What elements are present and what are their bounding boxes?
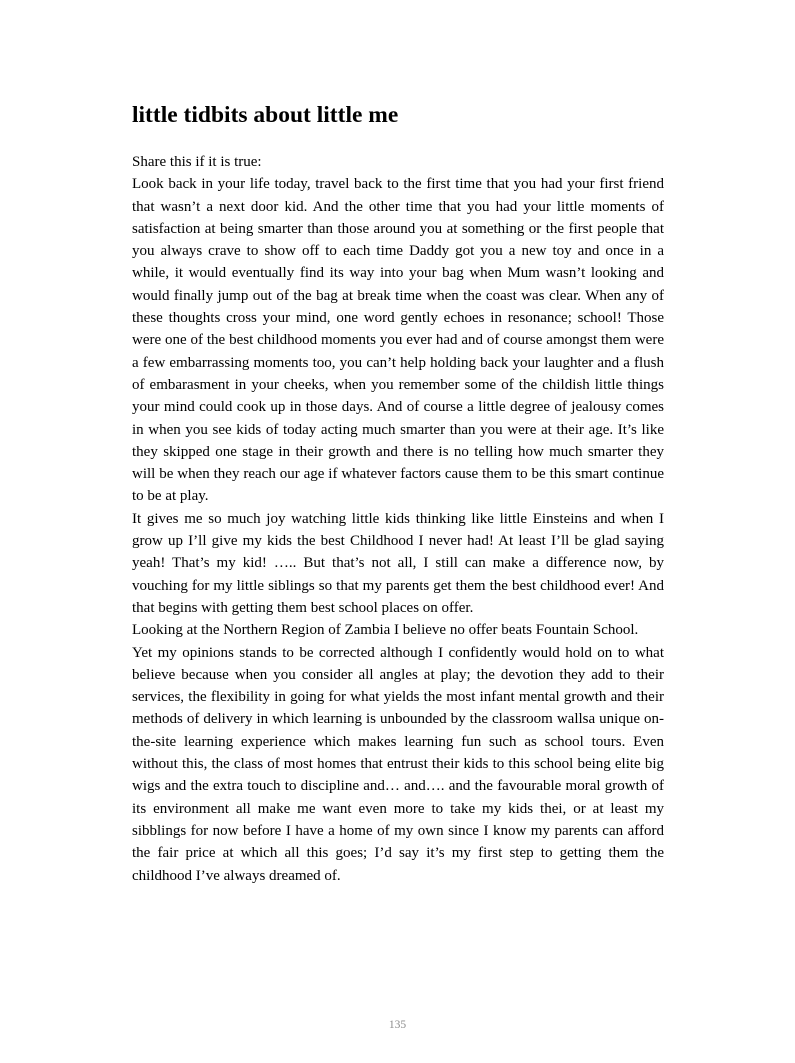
paragraph-opinions: Yet my opinions stands to be corrected although I confidently would hold on to what believe because when you consider all angles at play; the devotion they add to their services, the flexibility in going for what yields the most infant mental growth and their methods of delivery in which learning is unbounded by the classroom wallsa unique on-the-site learning experience which makes learning fun such as school tours. Even without this, the class of most homes that entrust their kids to this school being elite big wigs and the extra touch to discipline and… and…. and the favourable moral growth of its environment all make me want even more to take my kids thei, or at least my sibblings for now before I have a home of my own since I know my parents can afford the fair price at which all this goes; I’d say it’s my first step to getting them the childhood I’ve always dreamed of. bbox=[132, 644, 664, 884]
page-title: little tidbits about little me bbox=[132, 102, 399, 128]
paragraph-little-einsteins: It gives me so much joy watching little kids thinking like little Einsteins and when I grow up I’ll give my kids the best Childhood I never had! At least I’ll be glad saying yeah! That’s my kid! ….. But that’s not all, I still can make a difference now, by vouching for my little siblings so that my parents get them the best childhood ever! And that begins with getting them best school places on offer. bbox=[132, 510, 664, 616]
paragraph-school-memories: Look back in your life today, travel back to the first time that you had your first friend that wasn’t a next door kid. And the other time that you had your little moments of satisfaction at being smarter than those around you at something or the first people that you always crave to show off to each time Daddy got you a new toy and once in a while, it would eventually find its way into your bag when Mum wasn’t looking and would finally jump out of the bag at break time when the coast was clear. When any of these thoughts cross your mind, one word gently echoes in resonance; school! Those were one of the best childhood moments you ever had and of course amongst them were a few embarrassing moments too, you can’t help holding back your laughter and a flush of embarasment in your cheeks, when you remember some of the childish little things your mind could cook up in those days. And of course a little degree of jealousy comes in when you see kids of today acting much smarter than you were at their age. It’s like they skipped one stage in their growth and there is no telling how much smarter they will be when they reach our age if whatever factors cause them to be this smart continue to be at play. bbox=[132, 176, 664, 505]
paragraph-intro: Share this if it is true: bbox=[132, 154, 262, 170]
page-number: 135 bbox=[388, 1019, 407, 1031]
paragraph-northern-region: Looking at the Northern Region of Zambia I believe no offer beats Fountain School. bbox=[132, 622, 639, 639]
body-text bbox=[132, 151, 664, 887]
